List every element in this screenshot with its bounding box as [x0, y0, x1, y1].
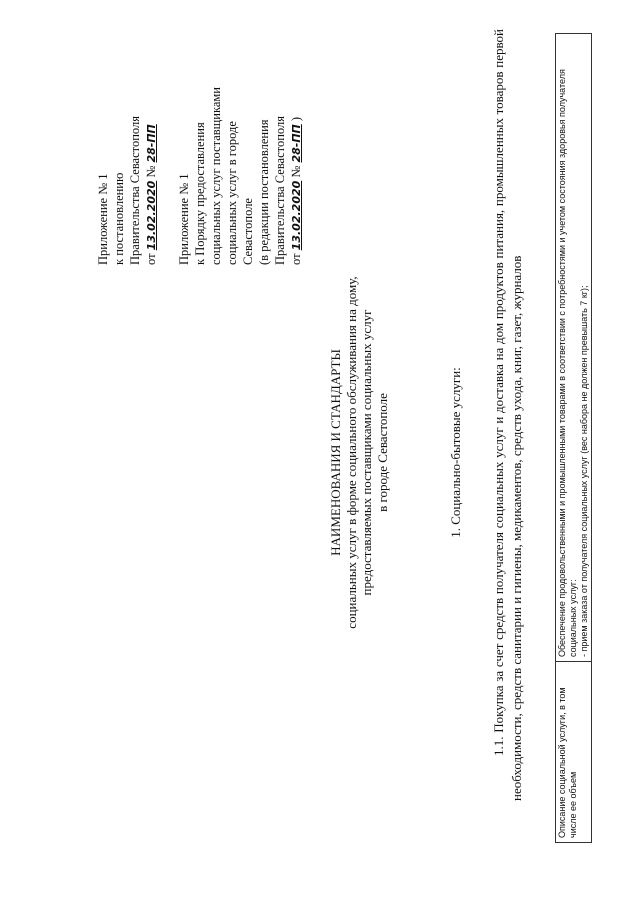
appendix-from: от: [289, 253, 303, 265]
table-text-line: Обеспечение продовольственными и промышленными товарами в соответствии с потребностями и учетом состояния здоровья получателя социальных услуг:: [557, 69, 578, 657]
appendix-order-line: (в редакции постановления: [257, 119, 271, 265]
title-line: социальных услуг в форме социального обслуживания на дому,: [343, 276, 359, 629]
title-line: предоставляемых поставщиками социальных услуг: [359, 309, 374, 596]
table-row: [556, 34, 592, 843]
appendix-date: 13.02.2020: [290, 180, 303, 251]
appendix-order-line: социальных услуг поставщиками: [209, 87, 223, 265]
table-text-line: - прием заказа от получателя социальных услуг (вес набора не должен превышать 7 кг);: [579, 285, 589, 657]
title-line: в городе Севастополе: [374, 393, 390, 512]
appendix-main-date-line: [143, 40, 160, 265]
appendix-number: 28-ПП: [290, 124, 303, 163]
appendix-main: [95, 40, 305, 265]
appendix-order-line: к Порядку предоставления: [193, 122, 207, 265]
title-heading: НАИМЕНОВАНИЯ И СТАНДАРТЫ: [328, 349, 343, 556]
table-header-cell: Описание социальной услуги, в том числе ее объем: [556, 662, 592, 843]
appendix-order-date-line: [288, 40, 305, 265]
appendix-num-sign: №: [289, 165, 303, 178]
appendix-order-line: Севастополе: [241, 198, 255, 265]
appendix-num-sign: №: [144, 165, 158, 178]
appendix-order-line: Приложение № 1: [177, 173, 191, 265]
appendix-main-line: Правительства Севастополя: [128, 116, 142, 265]
table-value-cell: [556, 34, 592, 662]
appendix-number: 28-ПП: [145, 124, 158, 163]
appendix-from: от: [144, 253, 158, 265]
item-1-1-text: 1.1. Покупка за счет средств получателя социальных услуг и доставка на дом продуктов питания, промышленных товаров первой необходимости, средств санитарии и гигиены, медикаментов, средств ухода, книг, газет, журналов: [491, 29, 524, 801]
appendix-main-line: Приложение № 1: [96, 173, 110, 265]
appendix-main-line: к постановлению: [112, 172, 126, 265]
appendix-date: 13.02.2020: [145, 180, 158, 251]
section-heading: 1. Социально-бытовые услуги:: [448, 367, 463, 538]
appendix-close-paren: ): [289, 116, 303, 122]
document-title: [328, 0, 390, 905]
service-table: [555, 33, 592, 843]
appendix-order-line: Правительства Севастополя: [273, 116, 287, 265]
appendix-order-line: социальных услуг в городе: [225, 121, 239, 265]
